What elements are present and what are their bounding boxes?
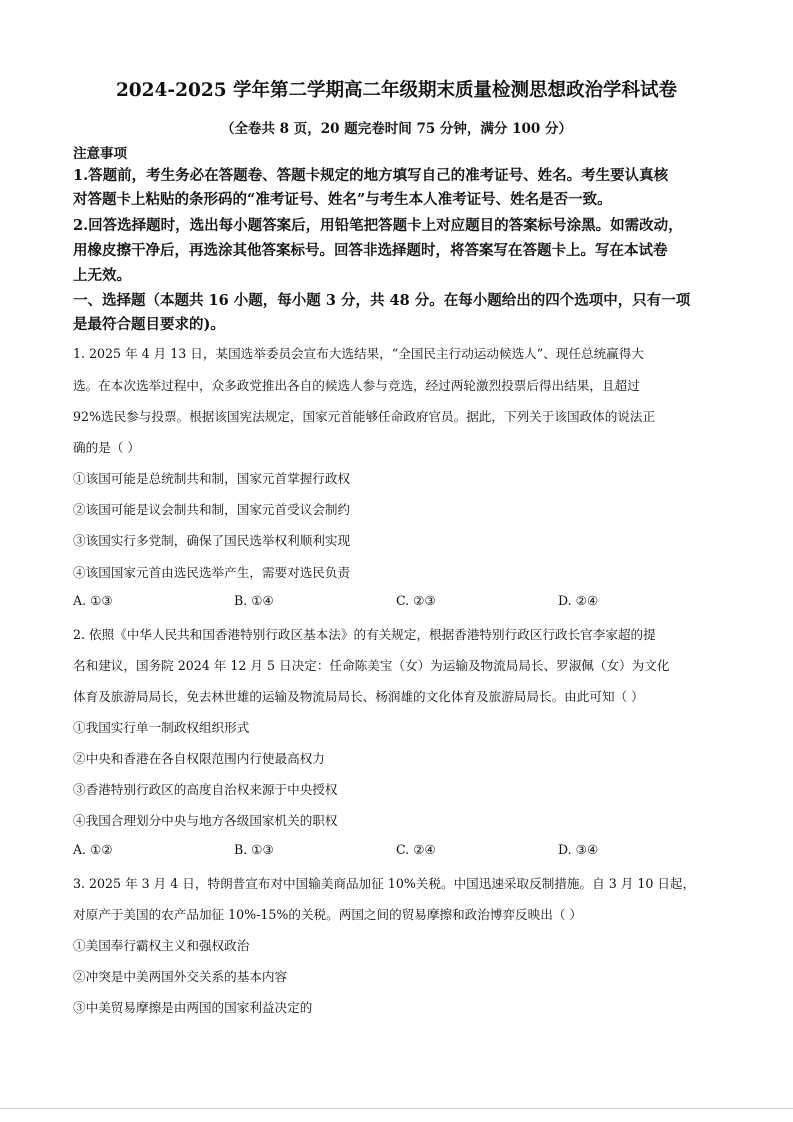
exam-subtitle: （全卷共 8 页，20 题完卷时间 75 分钟，满分 100 分） [220, 121, 573, 137]
question-2-statement: ②中央和香港在各自权限范围内行使最高权力 [73, 751, 325, 766]
question-2-option-c: C. ②④ [396, 842, 436, 857]
question-1-stem: 92%选民参与投票。根据该国宪法规定，国家元首能够任命政府官员。据此，下列关于该国政体的说法正 [73, 409, 656, 424]
question-1-statement: ①该国可能是总统制共和制，国家元首掌握行政权 [73, 471, 351, 486]
question-2-statement: ③香港特别行政区的高度自治权来源于中央授权 [73, 782, 338, 797]
question-2-option-a: A. ①② [73, 842, 113, 857]
page-bottom-divider [0, 1108, 793, 1109]
notes-line: 1.答题前，考生务必在答题卷、答题卡规定的地方填写自己的准考证号、姓名。考生要认真核 [73, 167, 669, 184]
notes-line: 对答题卡上粘贴的条形码的“准考证号、姓名”与考生本人准考证号、姓名是否一致。 [73, 191, 612, 208]
question-2-stem: 体育及旅游局局长，免去林世雄的运输及物流局局长、杨润雄的文化体育及旅游局局长。由此可知（ ） [73, 689, 644, 704]
exam-title [0, 76, 793, 102]
notes-line: 上无效。 [73, 267, 131, 284]
question-1-statement: ④该国国家元首由选民选举产生，需要对选民负责 [73, 565, 351, 580]
question-2-stem: 名和建议，国务院 2024 年 12 月 5 日决定：任命陈美宝（女）为运输及物流局局长、罗淑佩（女）为文化 [73, 658, 670, 673]
question-3-statement: ②冲突是中美两国外交关系的基本内容 [73, 969, 288, 984]
question-1-stem: 确的是（ ） [73, 440, 140, 455]
question-1-option-a: A. ①③ [73, 593, 113, 608]
section-heading-line: 是最符合题目要求的)。 [73, 316, 225, 333]
question-1-option-d: D. ②④ [558, 593, 599, 608]
question-1-stem: 1. 2025 年 4 月 13 日，某国选举委员会宣布大选结果，“全国民主行动运动候选人”、现任总统赢得大 [73, 346, 644, 361]
question-1-stem: 选。在本次选举过程中，众多政党推出各自的候选人参与竞选，经过两轮激烈投票后得出结果，且超过 [73, 378, 640, 393]
notes-line: 用橡皮擦干净后，再选涂其他答案标号。回答非选择题时，将答案写在答题卡上。写在本试卷 [73, 242, 668, 259]
question-2-option-d: D. ③④ [558, 842, 599, 857]
question-2-statement: ④我国合理划分中央与地方各级国家机关的职权 [73, 813, 338, 828]
question-3-statement: ①美国奉行霸权主义和强权政治 [73, 938, 250, 953]
exam-title-text: 2024-2025 学年第二学期高二年级期末质量检测思想政治学科试卷 [115, 80, 678, 101]
question-3-stem: 对原产于美国的农产品加征 10%-15%的关税。两国之间的贸易摩擦和政治博弈反映出（ ） [73, 907, 583, 922]
question-3-stem: 3. 2025 年 3 月 4 日，特朗普宣布对中国输美商品加征 10%关税。中国迅速采取反制措施。自 3 月 10 日起， [73, 876, 696, 891]
question-1-option-b: B. ①④ [234, 593, 274, 608]
question-2-option-b: B. ①③ [234, 842, 274, 857]
question-2-statement: ①我国实行单一制政权组织形式 [73, 720, 250, 735]
section-heading-line: 一、选择题（本题共 16 小题，每小题 3 分，共 48 分。在每小题给出的四个选项中，只有一项 [73, 292, 691, 309]
question-1-statement: ③该国实行多党制，确保了国民选举权利顺利实现 [73, 533, 351, 548]
question-1-option-c: C. ②③ [396, 593, 436, 608]
question-1-statement: ②该国可能是议会制共和制，国家元首受议会制约 [73, 502, 351, 517]
notes-heading: 注意事项 [73, 146, 127, 162]
question-2-stem: 2. 依照《中华人民共和国香港特别行政区基本法》的有关规定，根据香港特别行政区行政长官李家超的提 [73, 627, 656, 642]
question-3-statement: ③中美贸易摩擦是由两国的国家利益决定的 [73, 1000, 313, 1015]
notes-line: 2.回答选择题时，选出每小题答案后，用铅笔把答题卡上对应题目的答案标号涂黑。如需改动， [73, 217, 683, 234]
